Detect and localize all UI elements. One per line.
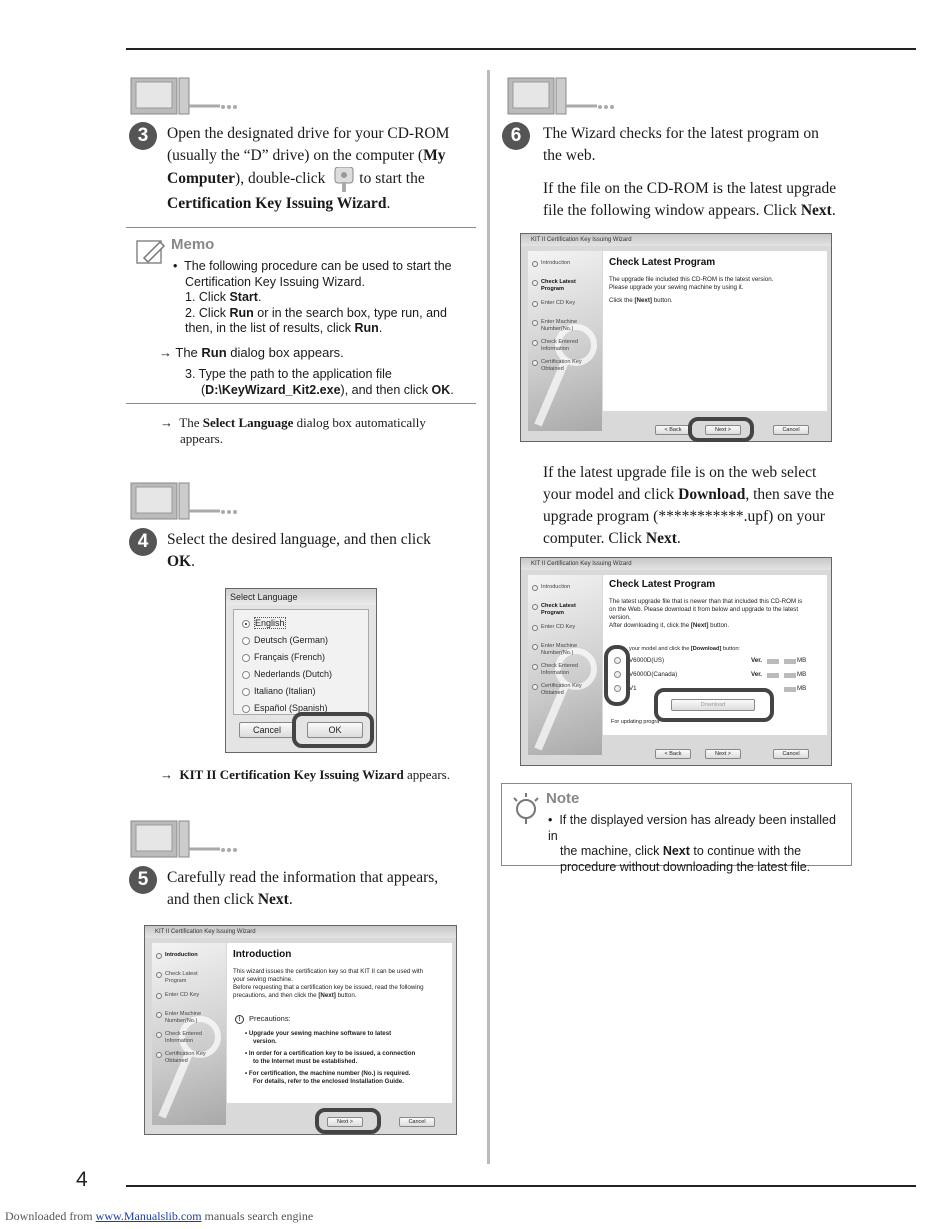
ok-highlight <box>292 712 374 748</box>
computer-icon <box>130 819 240 861</box>
key-watermark-icon <box>532 645 598 755</box>
sidebar-step: Introduction <box>530 584 570 591</box>
wizard-content <box>603 251 827 411</box>
wizard-download-window <box>520 557 832 766</box>
wizard-sidebar <box>152 943 226 1125</box>
wizard-content <box>227 943 452 1103</box>
key-watermark-icon <box>156 1013 222 1123</box>
model-radio[interactable] <box>614 685 621 692</box>
step-3-text: Open the designated drive for your CD-ROM (usually the “D” drive) on the computer (My Computer), double-click to start the Certification Key Issuing Wizard. <box>167 125 450 212</box>
wizard-sidebar <box>528 575 602 755</box>
back-button[interactable]: < Back <box>655 425 691 435</box>
wizard-check-latest-window <box>520 233 832 442</box>
sidebar-step: Certification Key Obtained <box>154 1051 206 1065</box>
top-rule <box>126 48 916 50</box>
memo-title: Memo <box>171 236 215 253</box>
language-option[interactable]: Deutsch (German) <box>242 635 328 646</box>
sidebar-step: Check Entered Information <box>530 663 578 677</box>
cancel-button[interactable]: Cancel <box>239 722 295 738</box>
cancel-button[interactable]: Cancel <box>773 425 809 435</box>
sidebar-step: Introduction <box>530 260 570 267</box>
model-radio[interactable] <box>614 657 621 664</box>
sidebar-step: Enter CD Key <box>530 624 575 631</box>
wizard-description: This wizard issues the certification key so that KIT II can be used with your sewing machine. Before requesting that a certification key be issued, read the following precautions, and then click the [Next] button. <box>233 968 424 999</box>
cancel-button[interactable]: Cancel <box>773 749 809 759</box>
model-row[interactable]: V1 MB <box>629 685 807 692</box>
language-option[interactable]: English <box>242 618 286 629</box>
memo-bottom-rule <box>126 403 476 404</box>
download-highlight <box>654 688 774 722</box>
computer-icon <box>507 76 617 118</box>
sidebar-step: Certification Key Obtained <box>530 359 582 373</box>
model-radio[interactable] <box>614 671 621 678</box>
precautions: ! Precautions: • Upgrade your sewing machine software to latest version. • In order for a certification key to be issued, a connection to the Internet must be established. • For certification, the machine number (No.) is required. For details, refer to the enclosed Installation Guide. <box>235 1015 450 1086</box>
sidebar-step-check-latest: Check Latest Program <box>530 603 576 617</box>
step-6-number: 6 <box>502 122 530 150</box>
after-memo-text: → The Select Language dialog box automatically appears. <box>160 415 426 446</box>
memo-icon <box>136 238 166 266</box>
wizard-sidebar <box>528 251 602 431</box>
step-4-text: Select the desired language, and then click OK. <box>167 531 431 570</box>
step-5-number: 5 <box>129 866 157 894</box>
step-5-text: Carefully read the information that appears, and then click Next. <box>167 869 439 908</box>
sidebar-step-introduction: Introduction <box>154 952 198 959</box>
window-title: KIT II Certification Key Issuing Wizard <box>521 558 831 570</box>
download-button[interactable]: Download <box>671 699 755 711</box>
next-button[interactable]: Next > <box>705 425 741 435</box>
language-option[interactable]: Nederlands (Dutch) <box>242 669 332 680</box>
sidebar-step: Enter Machine Number(No.) <box>530 319 577 333</box>
dialog-title: Select Language <box>226 589 376 605</box>
note-bulb-icon <box>510 791 542 825</box>
wizard-introduction-window <box>144 925 457 1135</box>
sidebar-step: Enter CD Key <box>154 992 199 999</box>
step-4-number: 4 <box>129 528 157 556</box>
sidebar-step: Enter Machine Number(No.) <box>530 643 577 657</box>
after-step-4-text: → KIT II Certification Key Issuing Wizard appears. <box>160 767 450 782</box>
language-option[interactable]: Français (French) <box>242 652 325 663</box>
bottom-rule <box>126 1185 916 1187</box>
wizard-description: The upgrade file included this CD-ROM is the latest version. Please upgrade your sewing machine by using it. Click the [Next] button. <box>609 276 774 304</box>
ok-button[interactable]: OK <box>307 722 363 738</box>
column-divider <box>487 70 490 1164</box>
key-wizard-icon <box>333 167 355 193</box>
model-prompt: your model and click the [Download] button: <box>629 646 740 652</box>
next-button[interactable]: Next > <box>327 1117 363 1127</box>
wizard-description: The latest upgrade file that is newer than that included this CD-ROM is on the Web. Please download it from below and upgrade to the latest version. After downloading it, click the [Next] button. <box>609 598 803 629</box>
manualslib-link[interactable]: www.Manualslib.com <box>95 1209 202 1223</box>
wizard-heading: Check Latest Program <box>609 257 716 268</box>
next-highlight <box>688 417 754 442</box>
model-row[interactable]: V6000D(Canada) Ver. MB <box>629 671 807 678</box>
sidebar-step: Enter CD Key <box>530 300 575 307</box>
note-body: • If the displayed version has already been installed in the machine, click Next to continue with the procedure without downloading the latest file. <box>548 813 836 874</box>
back-button[interactable]: < Back <box>655 749 691 759</box>
sidebar-step: Check Latest Program <box>154 971 198 985</box>
key-watermark-icon <box>532 321 598 431</box>
computer-icon <box>130 76 240 118</box>
cancel-button[interactable]: Cancel <box>399 1117 435 1127</box>
next-button[interactable]: Next > <box>705 749 741 759</box>
language-list <box>233 609 369 715</box>
info-icon: ! <box>235 1015 244 1024</box>
page-number: 4 <box>76 1168 88 1191</box>
sidebar-step: Certification Key Obtained <box>530 683 582 697</box>
wizard-heading: Introduction <box>233 949 292 960</box>
language-option[interactable]: Español (Spanish) <box>242 703 328 713</box>
wizard-heading: Check Latest Program <box>609 579 716 590</box>
sidebar-step: Check Entered Information <box>154 1031 202 1045</box>
next-highlight <box>315 1108 381 1134</box>
model-row[interactable]: V6000D(US) Ver. MB <box>629 657 807 664</box>
sidebar-step: Check Entered Information <box>530 339 578 353</box>
window-title: KIT II Certification Key Issuing Wizard <box>521 234 831 246</box>
sidebar-step: Enter Machine Number(No.) <box>154 1011 201 1025</box>
note-title: Note <box>546 790 580 807</box>
download-footer: Downloaded from www.Manualslib.com manuals search engine <box>5 1209 314 1223</box>
for-updating-text: For updating progra <box>611 719 660 725</box>
window-title: KIT II Certification Key Issuing Wizard <box>145 926 456 938</box>
step-3-number: 3 <box>129 122 157 150</box>
language-option[interactable]: Italiano (Italian) <box>242 686 316 697</box>
memo-body: • The following procedure can be used to start the Certification Key Issuing Wizard. 1. Click Start. 2. Click Run or in the search box, type run, and then, in the list of results, click Run. → The Run dialog box appears. 3. Type the path to the application file (D:\KeyWizard_Kit2.exe), and then click OK. <box>159 259 454 397</box>
memo-top-rule <box>126 227 476 228</box>
computer-icon <box>130 481 240 523</box>
download-instructions: If the latest upgrade file is on the web select your model and click Download, then save the upgrade program (***********.upf) on your computer. Click Next. <box>543 464 835 547</box>
sidebar-step-check-latest: Check Latest Program <box>530 279 576 293</box>
step-6-text: The Wizard checks for the latest program on the web. If the file on the CD-ROM is the latest upgrade file the following window appears. Click Next. <box>543 125 837 219</box>
